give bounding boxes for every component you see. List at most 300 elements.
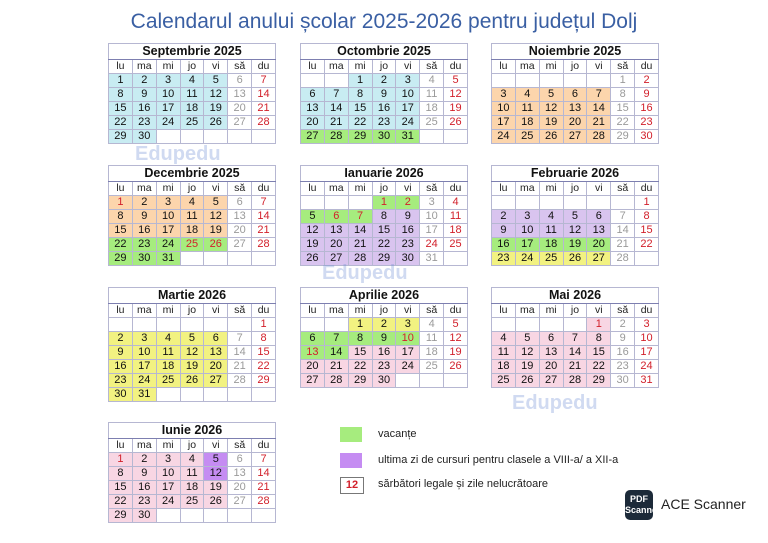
day-cell: 22: [587, 360, 611, 374]
day-cell: 12: [301, 224, 325, 238]
day-cell: 23: [132, 495, 156, 509]
day-cell: 21: [252, 481, 276, 495]
day-cell: 10: [492, 102, 516, 116]
day-cell: 15: [372, 224, 396, 238]
day-cell: [492, 196, 516, 210]
day-cell: 12: [444, 332, 468, 346]
day-cell: [204, 252, 228, 266]
day-cell: 30: [132, 130, 156, 144]
day-cell: 9: [372, 332, 396, 346]
day-cell: 19: [539, 116, 563, 130]
day-header: să: [611, 304, 635, 318]
day-cell: 31: [156, 252, 180, 266]
day-cell: 22: [109, 116, 133, 130]
day-cell: 25: [156, 374, 180, 388]
day-header: să: [420, 60, 444, 74]
day-cell: [563, 74, 587, 88]
day-cell: 2: [492, 210, 516, 224]
day-header: jo: [372, 60, 396, 74]
day-cell: 27: [563, 130, 587, 144]
day-cell: 17: [396, 102, 420, 116]
day-cell: [228, 252, 252, 266]
day-header: lu: [492, 182, 516, 196]
day-cell: [156, 130, 180, 144]
day-header: vi: [396, 304, 420, 318]
page-title: Calendarul anului școlar 2025-2026 pentru județul Dolj: [130, 10, 638, 33]
day-cell: 20: [301, 360, 325, 374]
day-cell: 23: [372, 116, 396, 130]
legend-last-day-swatch: [340, 453, 362, 468]
day-cell: 4: [515, 88, 539, 102]
day-cell: [156, 388, 180, 402]
day-cell: 29: [109, 509, 133, 523]
day-header: jo: [180, 60, 204, 74]
day-cell: 6: [587, 210, 611, 224]
day-cell: 16: [372, 346, 396, 360]
day-cell: 8: [635, 210, 659, 224]
day-cell: 19: [563, 238, 587, 252]
day-cell: 18: [492, 360, 516, 374]
day-cell: 18: [156, 360, 180, 374]
day-cell: 19: [444, 346, 468, 360]
day-cell: [204, 509, 228, 523]
day-cell: 21: [228, 360, 252, 374]
day-header: ma: [324, 304, 348, 318]
legend-last-day-label: ultima zi de cursuri pentru clasele a VIII-a/ a XII-a: [378, 454, 619, 466]
day-cell: 14: [324, 102, 348, 116]
day-cell: 18: [444, 224, 468, 238]
day-cell: [515, 196, 539, 210]
day-header: jo: [372, 182, 396, 196]
month-name: Aprilie 2026: [301, 288, 468, 304]
day-cell: 9: [635, 88, 659, 102]
day-cell: [420, 130, 444, 144]
day-cell: 12: [444, 88, 468, 102]
day-cell: 2: [132, 453, 156, 467]
watermark: Edupedu: [512, 392, 598, 414]
day-cell: 1: [348, 318, 372, 332]
day-header: mi: [156, 182, 180, 196]
day-cell: 16: [132, 224, 156, 238]
day-cell: 20: [228, 224, 252, 238]
day-cell: 12: [539, 102, 563, 116]
day-cell: 12: [204, 467, 228, 481]
day-cell: 20: [204, 360, 228, 374]
day-header: să: [228, 304, 252, 318]
day-cell: 31: [635, 374, 659, 388]
day-cell: 25: [420, 360, 444, 374]
month-calendar: [491, 287, 659, 388]
day-header: ma: [132, 439, 156, 453]
day-cell: 1: [109, 453, 133, 467]
day-header: vi: [396, 182, 420, 196]
day-cell: 17: [156, 481, 180, 495]
day-cell: [611, 196, 635, 210]
day-header: mi: [156, 304, 180, 318]
day-cell: 8: [109, 210, 133, 224]
day-cell: 7: [324, 88, 348, 102]
day-header: ma: [515, 182, 539, 196]
day-cell: 9: [109, 346, 133, 360]
day-cell: [132, 318, 156, 332]
day-cell: 26: [444, 360, 468, 374]
day-cell: [348, 196, 372, 210]
day-cell: 12: [204, 210, 228, 224]
month-name: Noiembrie 2025: [492, 44, 659, 60]
day-cell: 9: [611, 332, 635, 346]
day-cell: 20: [228, 481, 252, 495]
day-cell: 20: [228, 102, 252, 116]
day-header: du: [635, 304, 659, 318]
day-cell: 12: [563, 224, 587, 238]
day-cell: 26: [204, 495, 228, 509]
day-header: du: [252, 60, 276, 74]
day-cell: 13: [228, 88, 252, 102]
day-header: mi: [539, 60, 563, 74]
month-calendar: [300, 287, 468, 388]
day-cell: 7: [563, 332, 587, 346]
day-cell: 13: [587, 224, 611, 238]
day-cell: [587, 74, 611, 88]
day-header: ma: [324, 182, 348, 196]
day-cell: [444, 252, 468, 266]
day-cell: 28: [252, 238, 276, 252]
day-cell: [301, 318, 325, 332]
day-cell: 13: [204, 346, 228, 360]
day-header: lu: [109, 182, 133, 196]
day-cell: 22: [348, 360, 372, 374]
day-cell: 17: [156, 102, 180, 116]
day-cell: 6: [228, 453, 252, 467]
day-cell: 18: [180, 224, 204, 238]
day-cell: 26: [204, 116, 228, 130]
day-header: lu: [109, 439, 133, 453]
day-cell: 29: [252, 374, 276, 388]
day-cell: [515, 318, 539, 332]
day-header: jo: [372, 304, 396, 318]
day-cell: 19: [204, 102, 228, 116]
day-cell: 26: [444, 116, 468, 130]
day-cell: 24: [156, 495, 180, 509]
day-cell: 5: [444, 318, 468, 332]
day-cell: 11: [420, 332, 444, 346]
day-cell: 17: [156, 224, 180, 238]
month-calendar: [300, 165, 468, 266]
day-cell: 10: [635, 332, 659, 346]
day-cell: 24: [492, 130, 516, 144]
day-cell: 5: [515, 332, 539, 346]
day-cell: 2: [372, 74, 396, 88]
day-header: lu: [109, 60, 133, 74]
day-cell: 30: [132, 252, 156, 266]
day-header: vi: [204, 439, 228, 453]
day-cell: 2: [109, 332, 133, 346]
legend-last-day: [340, 452, 700, 470]
month-calendar: [108, 422, 276, 523]
day-cell: [444, 374, 468, 388]
day-cell: 15: [348, 346, 372, 360]
day-cell: 31: [420, 252, 444, 266]
day-cell: [492, 74, 516, 88]
day-cell: 25: [444, 238, 468, 252]
day-cell: 1: [348, 74, 372, 88]
day-cell: 17: [132, 360, 156, 374]
day-cell: 7: [252, 453, 276, 467]
day-cell: 21: [348, 238, 372, 252]
day-cell: 24: [396, 360, 420, 374]
day-cell: [180, 130, 204, 144]
day-cell: 21: [252, 102, 276, 116]
day-header: să: [611, 182, 635, 196]
day-cell: 30: [396, 252, 420, 266]
day-cell: 25: [180, 238, 204, 252]
day-cell: 11: [515, 102, 539, 116]
day-cell: 8: [109, 467, 133, 481]
day-cell: 24: [515, 252, 539, 266]
day-cell: 2: [372, 318, 396, 332]
day-cell: 27: [301, 374, 325, 388]
day-cell: 7: [348, 210, 372, 224]
day-cell: 26: [563, 252, 587, 266]
day-cell: 23: [372, 360, 396, 374]
day-header: lu: [109, 304, 133, 318]
day-cell: 26: [301, 252, 325, 266]
day-cell: 13: [228, 210, 252, 224]
day-cell: [539, 196, 563, 210]
day-header: jo: [180, 439, 204, 453]
day-cell: 25: [515, 130, 539, 144]
day-cell: 28: [252, 116, 276, 130]
day-cell: 27: [204, 374, 228, 388]
day-cell: 8: [348, 88, 372, 102]
day-cell: 22: [372, 238, 396, 252]
day-cell: 2: [396, 196, 420, 210]
day-cell: 23: [132, 116, 156, 130]
day-cell: 20: [587, 238, 611, 252]
day-cell: 11: [444, 210, 468, 224]
day-cell: 18: [420, 346, 444, 360]
day-cell: [324, 318, 348, 332]
day-cell: 6: [539, 332, 563, 346]
day-header: ma: [132, 60, 156, 74]
day-cell: 15: [252, 346, 276, 360]
day-cell: 18: [515, 116, 539, 130]
day-cell: 13: [563, 102, 587, 116]
day-cell: 22: [109, 238, 133, 252]
day-header: să: [228, 439, 252, 453]
day-cell: 21: [611, 238, 635, 252]
day-cell: 2: [132, 196, 156, 210]
day-cell: 28: [348, 252, 372, 266]
pdf-icon: PDF Scanner: [625, 490, 653, 520]
day-cell: 17: [635, 346, 659, 360]
day-cell: 10: [156, 88, 180, 102]
day-cell: 19: [204, 481, 228, 495]
day-cell: 22: [611, 116, 635, 130]
day-header: lu: [492, 60, 516, 74]
day-cell: [228, 318, 252, 332]
day-cell: [301, 74, 325, 88]
day-cell: 21: [563, 360, 587, 374]
day-cell: 17: [515, 238, 539, 252]
day-cell: 3: [492, 88, 516, 102]
day-cell: 18: [180, 102, 204, 116]
day-cell: 17: [420, 224, 444, 238]
day-cell: 7: [228, 332, 252, 346]
day-cell: 9: [132, 88, 156, 102]
day-cell: 24: [396, 116, 420, 130]
month-name: Februarie 2026: [492, 166, 659, 182]
day-cell: 6: [301, 88, 325, 102]
day-cell: [156, 318, 180, 332]
day-cell: [109, 318, 133, 332]
day-cell: [420, 374, 444, 388]
day-cell: 14: [252, 467, 276, 481]
day-cell: 28: [611, 252, 635, 266]
day-cell: 25: [180, 116, 204, 130]
day-cell: 3: [515, 210, 539, 224]
day-header: du: [444, 304, 468, 318]
day-cell: [324, 196, 348, 210]
day-cell: 30: [611, 374, 635, 388]
day-cell: 10: [156, 210, 180, 224]
day-cell: 27: [228, 495, 252, 509]
day-cell: 15: [109, 224, 133, 238]
legend-holiday-label: sărbători legale și zile nelucrătoare: [378, 478, 548, 490]
day-header: du: [252, 182, 276, 196]
month-name: Septembrie 2025: [109, 44, 276, 60]
day-cell: 27: [539, 374, 563, 388]
day-cell: 6: [324, 210, 348, 224]
day-cell: 19: [180, 360, 204, 374]
day-cell: 17: [492, 116, 516, 130]
day-cell: [252, 388, 276, 402]
day-header: du: [444, 182, 468, 196]
day-cell: 15: [635, 224, 659, 238]
day-header: vi: [587, 304, 611, 318]
day-cell: 3: [396, 74, 420, 88]
day-cell: 18: [420, 102, 444, 116]
day-cell: 23: [109, 374, 133, 388]
day-header: jo: [180, 304, 204, 318]
day-header: du: [635, 182, 659, 196]
day-cell: 15: [348, 102, 372, 116]
month-name: Iunie 2026: [109, 423, 276, 439]
day-cell: 12: [204, 88, 228, 102]
day-header: du: [444, 60, 468, 74]
month-name: Mai 2026: [492, 288, 659, 304]
day-cell: 1: [587, 318, 611, 332]
day-cell: 15: [587, 346, 611, 360]
day-cell: [539, 74, 563, 88]
day-header: ma: [132, 304, 156, 318]
day-cell: 29: [109, 130, 133, 144]
day-cell: 14: [252, 88, 276, 102]
day-cell: 29: [348, 130, 372, 144]
day-cell: 3: [156, 196, 180, 210]
day-cell: 13: [324, 224, 348, 238]
day-header: să: [420, 182, 444, 196]
day-cell: 16: [611, 346, 635, 360]
day-cell: 26: [539, 130, 563, 144]
day-header: să: [611, 60, 635, 74]
day-cell: 29: [611, 130, 635, 144]
day-cell: 5: [563, 210, 587, 224]
day-header: vi: [204, 60, 228, 74]
day-cell: 4: [420, 318, 444, 332]
day-cell: 2: [611, 318, 635, 332]
day-cell: 1: [109, 74, 133, 88]
day-cell: 24: [156, 116, 180, 130]
day-cell: 10: [396, 88, 420, 102]
day-cell: [563, 318, 587, 332]
day-cell: 7: [324, 332, 348, 346]
day-cell: 26: [204, 238, 228, 252]
day-cell: 30: [372, 374, 396, 388]
day-cell: 8: [587, 332, 611, 346]
day-cell: 3: [420, 196, 444, 210]
day-cell: 16: [109, 360, 133, 374]
day-cell: 26: [515, 374, 539, 388]
day-cell: [444, 130, 468, 144]
day-header: vi: [204, 304, 228, 318]
scanner-name: ACE Scanner: [661, 496, 746, 512]
day-header: vi: [587, 182, 611, 196]
day-cell: 5: [204, 74, 228, 88]
day-cell: 23: [635, 116, 659, 130]
day-header: să: [420, 304, 444, 318]
day-cell: 10: [156, 467, 180, 481]
day-cell: 4: [180, 196, 204, 210]
day-cell: 16: [396, 224, 420, 238]
day-cell: 29: [587, 374, 611, 388]
day-cell: 24: [420, 238, 444, 252]
day-cell: 19: [515, 360, 539, 374]
watermark: Edupedu: [135, 143, 221, 165]
day-cell: 27: [301, 130, 325, 144]
day-cell: 4: [180, 453, 204, 467]
day-cell: 11: [156, 346, 180, 360]
day-cell: 15: [611, 102, 635, 116]
day-cell: 7: [611, 210, 635, 224]
month-name: Octombrie 2025: [301, 44, 468, 60]
day-cell: [156, 509, 180, 523]
day-cell: 20: [324, 238, 348, 252]
day-cell: 11: [492, 346, 516, 360]
day-cell: [301, 196, 325, 210]
day-cell: [180, 252, 204, 266]
day-cell: 11: [180, 210, 204, 224]
day-cell: 23: [492, 252, 516, 266]
day-cell: 5: [301, 210, 325, 224]
day-cell: 31: [132, 388, 156, 402]
day-cell: 5: [204, 196, 228, 210]
day-cell: 15: [109, 102, 133, 116]
day-header: du: [252, 304, 276, 318]
day-cell: 4: [420, 74, 444, 88]
legend-vacation-label: vacanțe: [378, 428, 417, 440]
day-cell: [180, 318, 204, 332]
day-cell: 8: [372, 210, 396, 224]
day-header: jo: [180, 182, 204, 196]
day-header: mi: [348, 182, 372, 196]
legend-vacation: [340, 426, 700, 444]
day-cell: [515, 74, 539, 88]
day-cell: 11: [180, 88, 204, 102]
day-cell: 22: [109, 495, 133, 509]
day-cell: 19: [204, 224, 228, 238]
watermark: Edupedu: [322, 262, 408, 284]
